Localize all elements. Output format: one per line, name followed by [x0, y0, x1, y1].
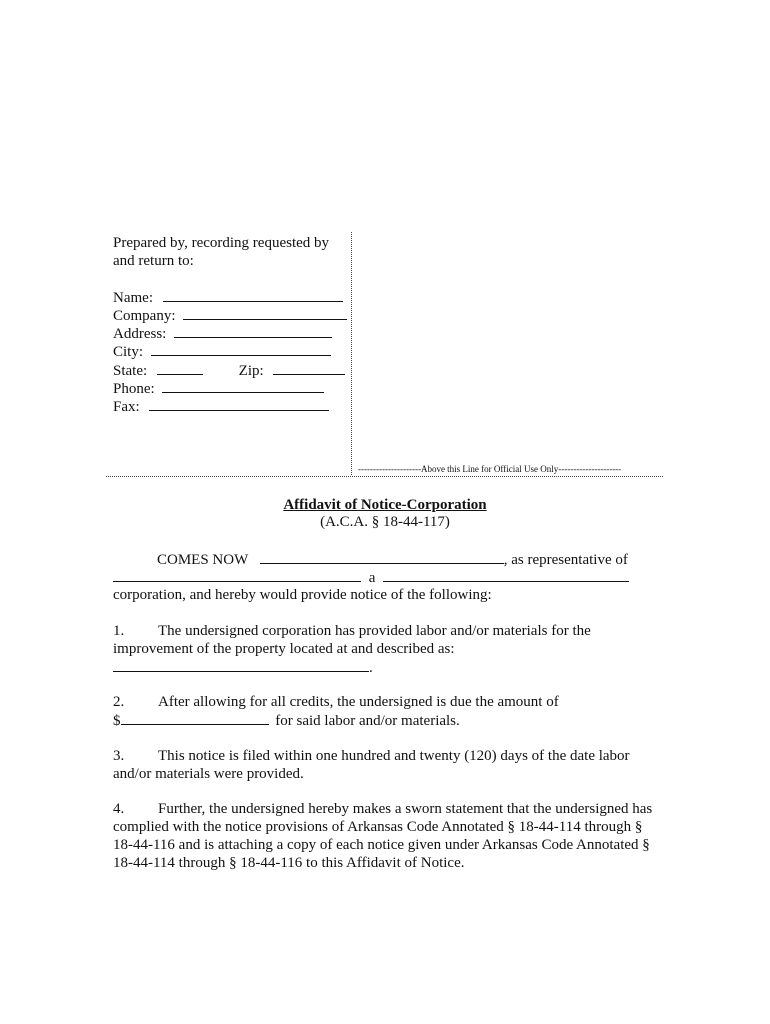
item-1-period: .	[369, 660, 373, 676]
item-4-line-1	[113, 800, 652, 818]
item-2-line-2	[113, 711, 460, 730]
item-3-line-2: and/or materials were provided.	[113, 766, 304, 782]
item-4-number: 4.	[113, 801, 125, 817]
item-2-number: 2.	[113, 694, 125, 710]
name-field[interactable]	[163, 288, 343, 302]
item-4-line-2: complied with the notice provisions of Arkansas Code Annotated § 18-44-114 through §	[113, 819, 643, 835]
item-4-text: Further, the undersigned hereby makes a sworn statement that the undersigned has	[158, 801, 653, 817]
item-4-line-4: 18-44-114 through § 18-44-116 to this Affidavit of Notice.	[113, 855, 465, 871]
comes-now-line	[157, 550, 628, 569]
city-label: City:	[113, 344, 144, 360]
item-1-text: The undersigned corporation has provided labor and/or materials for the	[158, 623, 591, 639]
company-label: Company:	[113, 308, 176, 324]
statute-reference: (A.C.A. § 18-44-117)	[320, 514, 450, 530]
item-2-text: After allowing for all credits, the undersigned is due the amount of	[158, 694, 559, 710]
item-1-line-1	[113, 622, 591, 640]
fax-label: Fax:	[113, 399, 140, 415]
zip-label: Zip:	[238, 363, 264, 379]
item-1-number: 1.	[113, 623, 125, 639]
item-3-line-1	[113, 747, 630, 765]
company-field[interactable]	[183, 306, 347, 320]
item-2-line-1	[113, 693, 559, 711]
corporation-state-field[interactable]	[383, 568, 629, 582]
representative-name-field[interactable]	[260, 550, 504, 564]
amount-due-field[interactable]	[121, 711, 269, 725]
item-3-number: 3.	[113, 748, 125, 764]
prepared-by-heading: Prepared by, recording requested by	[113, 235, 330, 251]
official-use-label: ---------------------Above this Line for Official Use Only---------------------	[358, 464, 622, 474]
phone-row	[113, 379, 324, 398]
item-1-line-2: improvement of the property located at and described as:	[113, 641, 455, 657]
as-representative-text: , as representative of	[503, 552, 628, 568]
state-field[interactable]	[157, 361, 203, 375]
dollar-sign: $	[113, 713, 121, 729]
fax-row	[113, 397, 329, 416]
city-row	[113, 342, 331, 361]
a-text: a	[368, 570, 376, 586]
item-1-line-3	[113, 658, 373, 677]
return-to-heading: and return to:	[113, 253, 194, 269]
item-3-text: This notice is filed within one hundred and twenty (120) days of the date labor	[158, 748, 630, 764]
address-label: Address:	[113, 326, 167, 342]
phone-label: Phone:	[113, 381, 155, 397]
phone-field[interactable]	[162, 379, 324, 393]
corporation-line	[113, 568, 629, 587]
official-use-divider	[106, 476, 663, 477]
corporation-name-field[interactable]	[113, 568, 361, 582]
address-row	[113, 324, 332, 343]
fax-field[interactable]	[149, 397, 329, 411]
state-label: State:	[113, 363, 148, 379]
notice-intro-text: corporation, and hereby would provide notice of the following:	[113, 587, 492, 603]
company-row	[113, 306, 347, 325]
zip-field[interactable]	[273, 361, 345, 375]
item-2-text-2: for said labor and/or materials.	[275, 713, 460, 729]
comes-now-text: COMES NOW	[157, 552, 248, 568]
state-zip-row	[113, 361, 345, 380]
document-title: Affidavit of Notice-Corporation	[283, 497, 487, 513]
name-label: Name:	[113, 290, 153, 306]
vertical-divider	[351, 232, 352, 475]
city-field[interactable]	[151, 342, 331, 356]
name-row	[113, 288, 343, 307]
property-description-field[interactable]	[113, 658, 369, 672]
item-4-line-3: 18-44-116 and is attaching a copy of each notice given under Arkansas Code Annotated §	[113, 837, 650, 853]
address-field[interactable]	[174, 324, 332, 338]
